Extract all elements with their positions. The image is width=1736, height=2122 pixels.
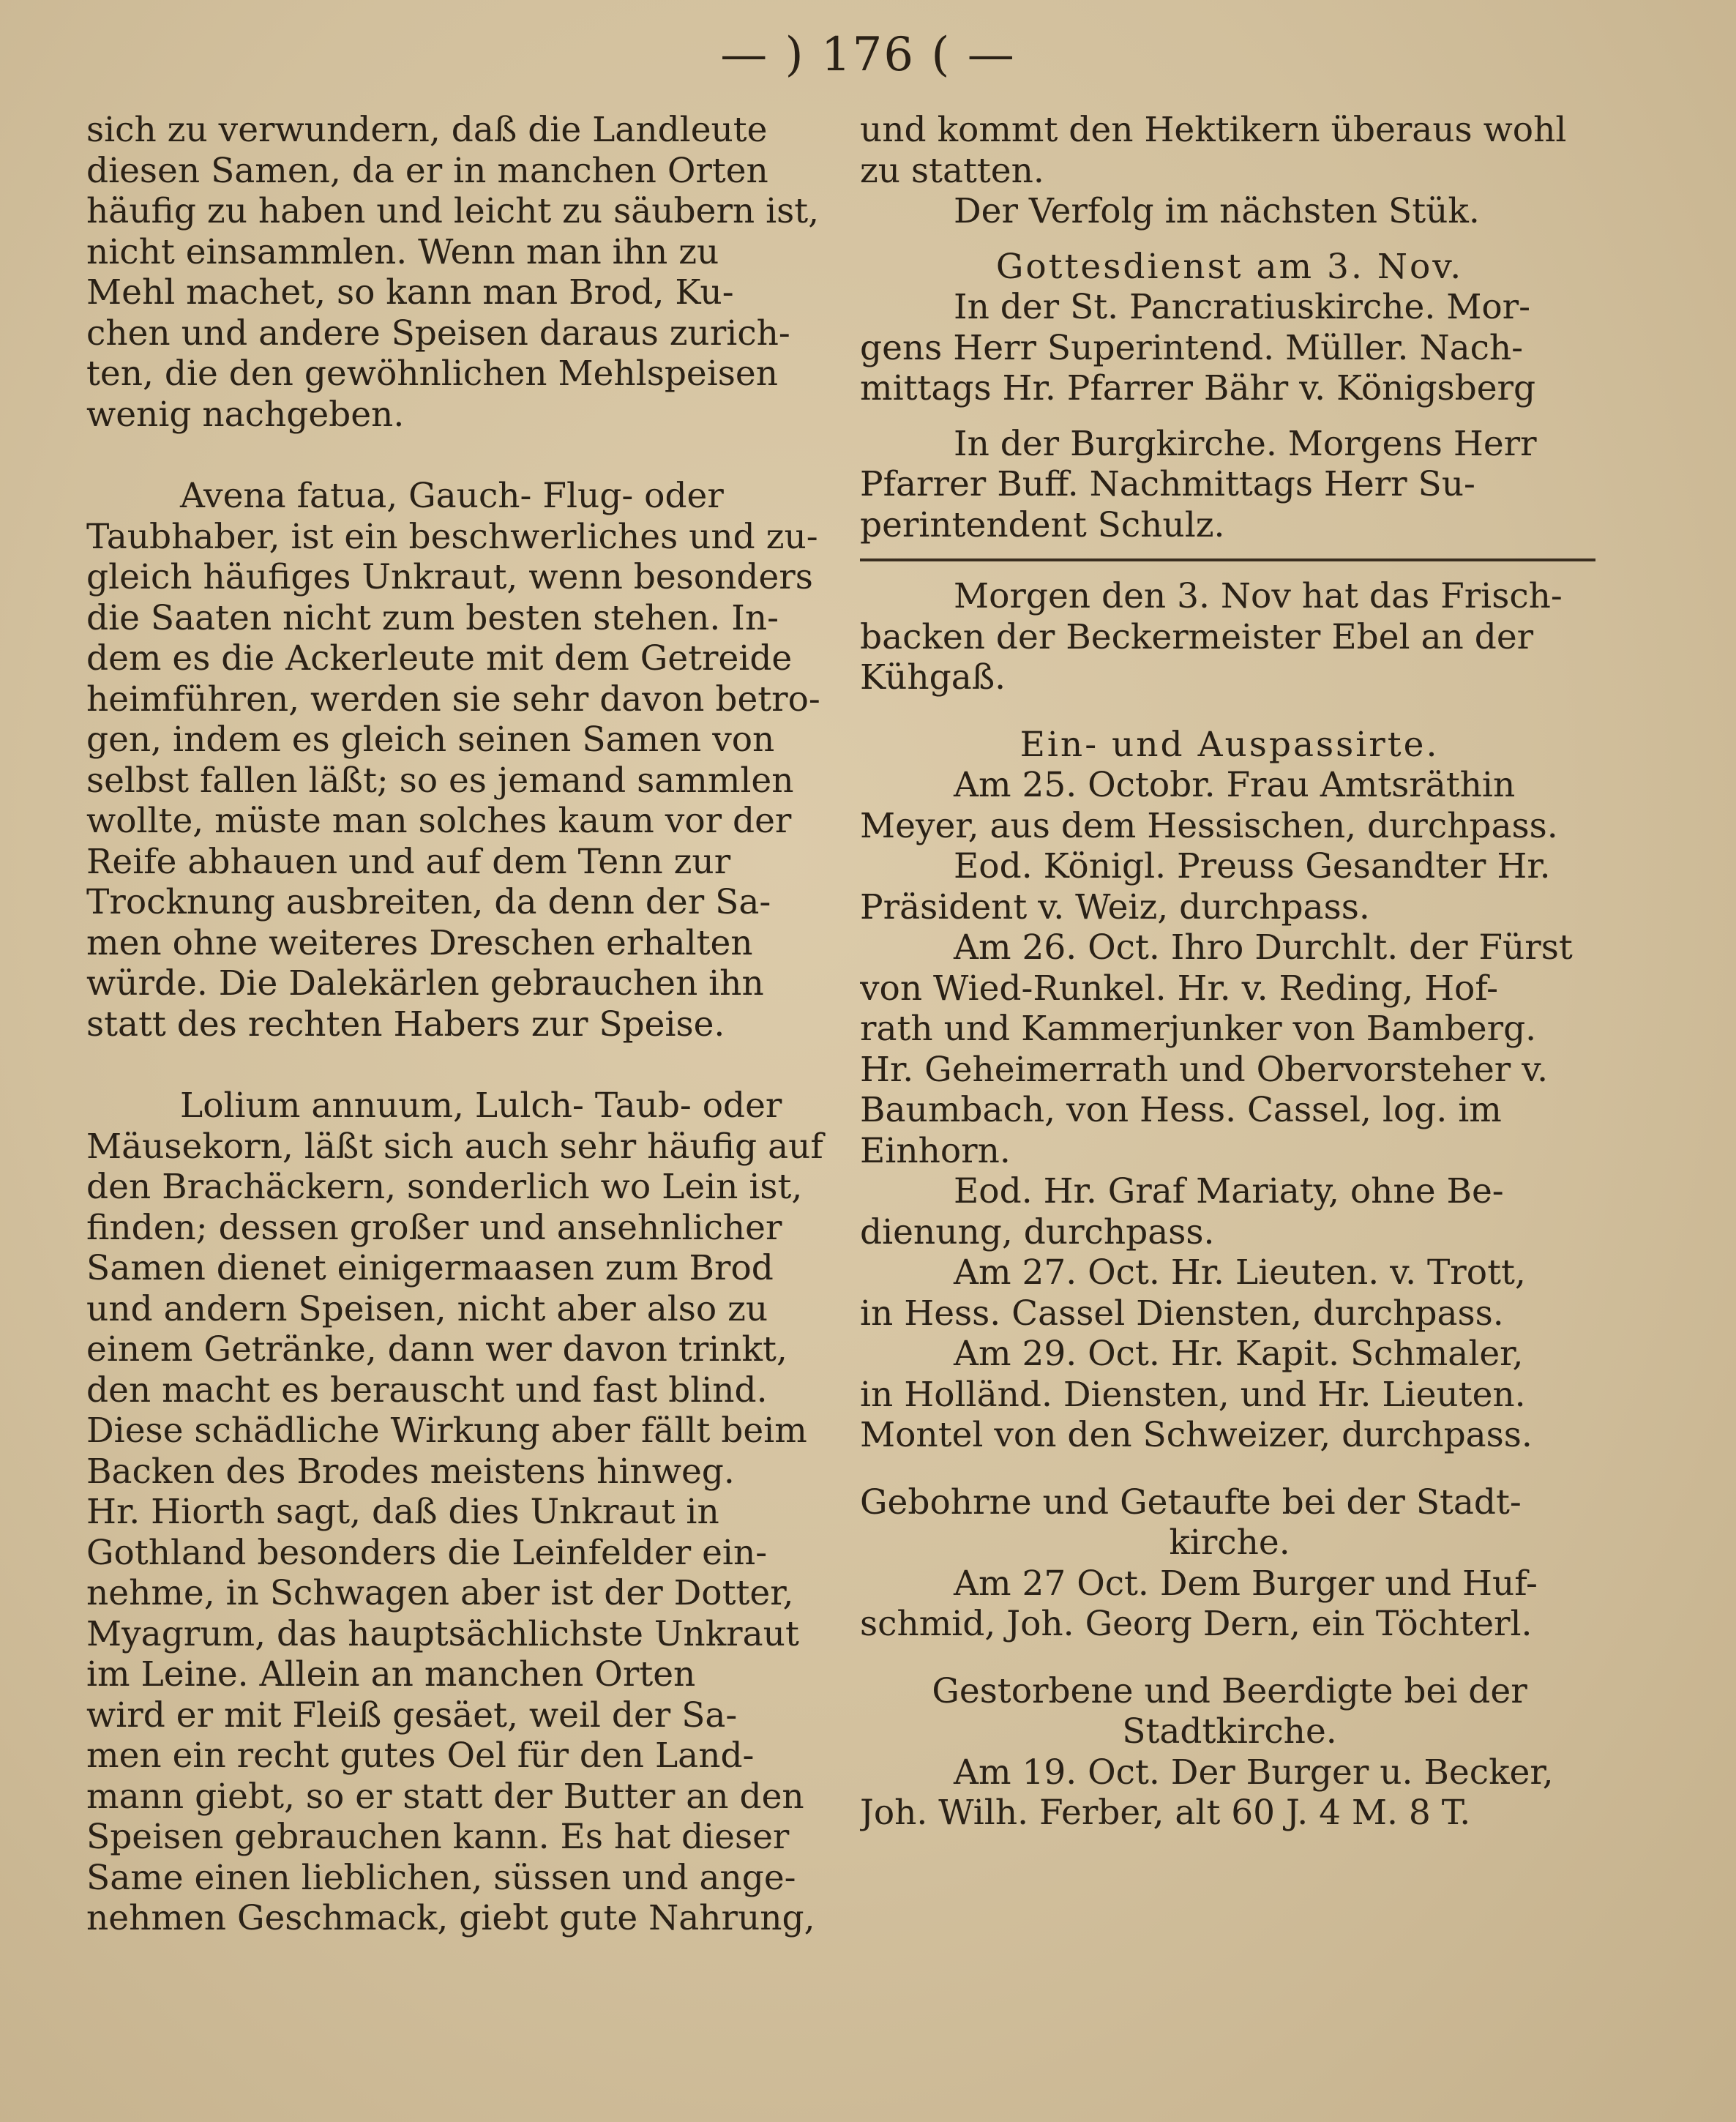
text-line: Montel von den Schweizer, durchpass. (860, 1415, 1533, 1455)
text-line: Trocknung ausbreiten, da denn der Sa- (86, 882, 771, 922)
births-list (860, 1564, 1599, 1645)
text-line: Am 27 Oct. Dem Burger und Huf- (954, 1563, 1538, 1604)
deaths-heading-line1: Gestorbene und Beerdigte bei der (932, 1670, 1527, 1711)
text-line: Am 19. Oct. Der Burger u. Becker, (954, 1752, 1554, 1793)
text-line: heimführen, werden sie sehr davon betro- (86, 679, 820, 720)
text-line: Baumbach, von Hess. Cassel, log. im (860, 1090, 1502, 1130)
text-line: finden; dessen großer und ansehnlicher (86, 1207, 782, 1248)
text-line: Speisen gebrauchen kann. Es hat dieser (86, 1817, 790, 1857)
text-line: Lolium annuum, Lulch- Taub- oder (180, 1086, 782, 1126)
deaths-heading-line2: Stadtkirche. (1122, 1711, 1337, 1752)
paragraph-lolium-annuum (86, 1086, 826, 1939)
text-line: Avena fatua, Gauch- Flug- oder (180, 476, 724, 516)
text-line: den Brachäckern, sonderlich wo Lein ist, (86, 1167, 803, 1207)
text-line: Morgen den 3. Nov hat das Frisch- (954, 576, 1563, 616)
text-line: Am 26. Oct. Ihro Durchlt. der Fürst (954, 927, 1573, 968)
text-line: wollte, müste man solches kaum vor der (86, 801, 792, 841)
text-line: Mehl machet, so kann man Brod, Ku- (86, 272, 734, 313)
text-line: Pfarrer Buff. Nachmittags Herr Su- (860, 464, 1475, 504)
text-line: einem Getränke, dann wer davon trinkt, (86, 1329, 787, 1370)
text-line: Backen des Brodes meistens hinweg. (86, 1451, 735, 1492)
text-line: Hr. Geheimerrath und Obervorsteher v. (860, 1049, 1549, 1090)
text-line: nehme, in Schwagen aber ist der Dotter, (86, 1573, 794, 1613)
text-line: von Wied-Runkel. Hr. v. Reding, Hof- (860, 968, 1498, 1009)
text-line: mann giebt, so er statt der Butter an den (86, 1776, 804, 1817)
text-line: Am 25. Octobr. Frau Amtsräthin (954, 765, 1516, 805)
text-line: perintendent Schulz. (860, 504, 1225, 545)
paragraph-continuation (860, 110, 1599, 191)
text-line: ten, die den gewöhnlichen Mehlspeisen (86, 354, 778, 394)
baker-notice (860, 576, 1599, 698)
church-service-heading: Gottesdienst am 3. Nov. (995, 246, 1464, 287)
text-line: Taubhaber, ist ein beschwerliches und zu- (86, 516, 818, 557)
service-pancratius (860, 287, 1599, 409)
text-line: schmid, Joh. Georg Dern, ein Töchterl. (860, 1604, 1533, 1644)
text-line: rath und Kammerjunker von Bamberg. (860, 1009, 1537, 1049)
page-number-header: — ) 176 ( — (720, 28, 1016, 82)
text-line: Am 29. Oct. Hr. Kapit. Schmaler, (954, 1334, 1524, 1374)
text-line: mittags Hr. Pfarrer Bähr v. Königsberg (860, 368, 1536, 408)
text-line: chen und andere Speisen daraus zurich- (86, 313, 790, 354)
text-line: Gothland besonders die Leinfelder ein- (86, 1532, 768, 1573)
right-column (860, 110, 1599, 1834)
text-line: In der Burgkirche. Morgens Herr (954, 423, 1537, 464)
left-column (86, 110, 826, 1939)
text-line: nehmen Geschmack, giebt gute Nahrung, (86, 1898, 815, 1938)
text-line: Diese schädliche Wirkung aber fällt beim (86, 1411, 807, 1451)
text-line: dem es die Ackerleute mit dem Getreide (86, 638, 793, 679)
text-line: Same einen lieblichen, süssen und ange- (86, 1857, 796, 1898)
text-line: Mäusekorn, läßt sich auch sehr häufig auf (86, 1126, 823, 1167)
text-line: gen, indem es gleich seinen Samen von (86, 720, 775, 760)
text-line: den macht es berauscht und fast blind. (86, 1370, 768, 1411)
text-line: Meyer, aus dem Hessischen, durchpass. (860, 805, 1558, 846)
text-line: in Holländ. Diensten, und Hr. Lieuten. (860, 1374, 1526, 1415)
text-line: statt des rechten Habers zur Speise. (86, 1004, 725, 1045)
text-line: wird er mit Fleiß gesäet, weil der Sa- (86, 1695, 738, 1736)
paragraph-avena-fatua (86, 476, 826, 1045)
text-line: Samen dienet einigermaasen zum Brod (86, 1248, 774, 1288)
text-line: Eod. Hr. Graf Mariaty, ohne Be- (954, 1171, 1504, 1211)
sequel-note: Der Verfolg im nächsten Stük. (954, 191, 1480, 231)
paragraph-seed-usage (86, 110, 826, 435)
text-line: und andern Speisen, nicht aber also zu (86, 1288, 768, 1329)
text-line: Einhorn. (860, 1130, 1011, 1171)
text-line: zu statten. (860, 150, 1044, 191)
text-line: Reife abhauen und auf dem Tenn zur (86, 841, 731, 882)
text-line: häufig zu haben und leicht zu säubern ist, (86, 191, 820, 231)
text-line: gleich häufiges Unkraut, wenn besonders (86, 557, 813, 597)
text-line: Präsident v. Weiz, durchpass. (860, 886, 1370, 927)
text-line: dienung, durchpass. (860, 1211, 1215, 1252)
text-line: men ohne weiteres Dreschen erhalten (86, 922, 753, 963)
text-line: backen der Beckermeister Ebel an der (860, 616, 1534, 657)
text-line: würde. Die Dalekärlen gebrauchen ihn (86, 963, 764, 1004)
text-line: im Leine. Allein an manchen Orten (86, 1654, 696, 1695)
travelers-heading: Ein- und Auspassirte. (1019, 724, 1440, 765)
text-line: sich zu verwundern, daß die Landleute (86, 110, 768, 150)
text-line: Joh. Wilh. Ferber, alt 60 J. 4 M. 8 T. (860, 1793, 1471, 1833)
text-line: in Hess. Cassel Diensten, durchpass. (860, 1293, 1504, 1334)
text-line: Hr. Hiorth sagt, daß dies Unkraut in (86, 1492, 719, 1532)
deaths-list (860, 1752, 1599, 1834)
text-line: In der St. Pancratiuskirche. Mor- (954, 287, 1531, 327)
text-line: nicht einsammlen. Wenn man ihn zu (86, 231, 719, 272)
section-divider (860, 558, 1595, 561)
births-heading-line2: kirche. (1169, 1523, 1290, 1563)
text-line: gens Herr Superintend. Müller. Nach- (860, 327, 1524, 368)
text-line: Am 27. Oct. Hr. Lieuten. v. Trott, (954, 1252, 1526, 1293)
text-line: Myagrum, das hauptsächlichste Unkraut (86, 1613, 799, 1654)
text-line: Kühgaß. (860, 657, 1006, 698)
text-line: selbst fallen läßt; so es jemand sammlen (86, 760, 794, 801)
text-line: die Saaten nicht zum besten stehen. In- (86, 597, 779, 638)
births-heading-line1: Gebohrne und Getaufte bei der Stadt- (860, 1482, 1522, 1523)
text-line: diesen Samen, da er in manchen Orten (86, 150, 768, 191)
service-burgkirche (860, 424, 1599, 546)
text-line: und kommt den Hektikern überaus wohl (860, 110, 1567, 150)
text-line: men ein recht gutes Oel für den Land- (86, 1736, 755, 1776)
travelers-list (860, 765, 1599, 1456)
text-line: Eod. Königl. Preuss Gesandter Hr. (954, 846, 1551, 886)
text-line: wenig nachgeben. (86, 394, 405, 435)
